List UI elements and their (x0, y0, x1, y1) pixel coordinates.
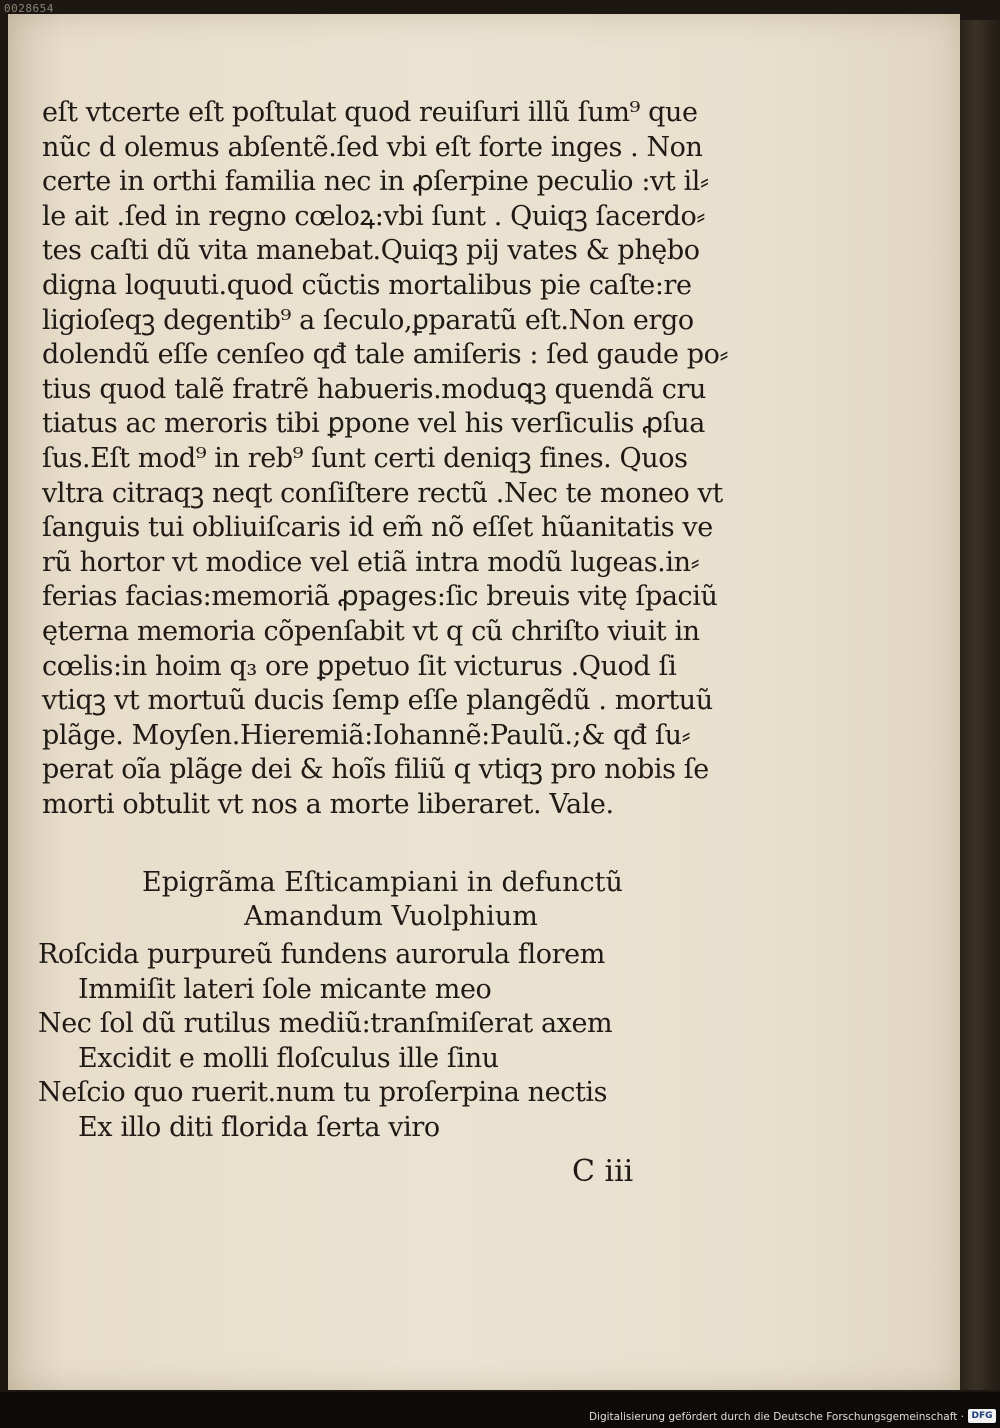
verse-line: Ex illo diti florida ſerta viro (78, 1111, 440, 1143)
text-line: dolendũ eſſe cenſeo qđ tale amiſeris : ſed gaude po⸗ (42, 339, 729, 371)
text-line: rũ hortor vt modice vel etiã intra modũ lugeas.in⸗ (42, 546, 700, 578)
text-line: ſanguis tui obliuiſcaris id em̃ nõ eſſet hũanitatis ve (42, 512, 713, 544)
verse-line: Roſcida purpureũ fundens aurorula florem (38, 939, 605, 970)
epigram-verses (38, 938, 738, 1145)
epigram-title (42, 866, 732, 934)
text-line: tius quod talẽ fratrẽ habueris.moduꝗꝫ quendã cru (42, 373, 706, 405)
text-line: tes caſti dũ vita manebat.Quiqꝫ pij vates & phębo (42, 235, 700, 267)
text-line: ęterna memoria cõpenſabit vt q cũ chriſto viuit in (42, 615, 700, 647)
letter-text-block (42, 96, 732, 822)
text-line: plãge. Moyſen.Hieremiã:Iohannẽ:Paulũ.;& qđ ſu⸗ (42, 719, 691, 751)
text-line: ſus.Eſt mod⁹ in reb⁹ ſunt certi deniqꝫ fines. Quos (42, 442, 688, 474)
text-line: eſt vtcerte eſt poſtulat quod reuiſuri illũ ſum⁹ que (42, 97, 698, 128)
text-line: vtiqꝫ vt mortuũ ducis ſemp eſſe plangẽdũ . mortuũ (42, 685, 713, 717)
text-line: cœlis:in hoim q₃ ore ꝑpetuo ſit victurus .Quod ſi (42, 650, 677, 682)
text-line: le ait .ſed in regno cœloꝝ:vbi ſunt . Quiqꝫ ſacerdo⸗ (42, 200, 705, 232)
text-line: ligioſeqꝫ degentib⁹ a ſeculo,ꝑparatũ eſt.Non ergo (42, 304, 694, 336)
text-line: nũc d olemus abſentẽ.ſed vbi eſt forte inges . Non (42, 131, 703, 163)
text-line: morti obtulit vt nos a morte liberaret. Vale. (42, 788, 614, 820)
footer-credit: Digitalisierung gefördert durch die Deutsche Forschungsgemeinschaft · (588, 1411, 964, 1423)
text-line: tiatus ac meroris tibi ꝑpone vel his verſiculis ꝓſua (42, 408, 705, 440)
text-line: ferias facias:memoriã ꝓpages:ſic breuis vitę ſpaciũ (42, 581, 718, 613)
text-line: perat oĩa plãge dei & hoĩs filiũ q vtiqꝫ pro nobis ſe (42, 754, 709, 786)
signature-mark: C iii (572, 1154, 634, 1189)
dfg-logo: DFG (968, 1409, 996, 1423)
book-page-edge (960, 20, 1000, 1390)
verse-line: Nec ſol dũ rutilus mediũ:tranſmiſerat axem (38, 1008, 613, 1039)
epigram-title-line: Amandum Vuolphium (244, 901, 538, 932)
epigram-title-line: Epigrãma Eſticampiani in defunctũ (142, 867, 623, 898)
verse-line: Excidit e molli floſculus ille ſinu (78, 1042, 499, 1074)
verse-line: Neſcio quo ruerit.num tu proſerpina nectis (38, 1077, 608, 1108)
scan-id-label: 0028654 (4, 2, 54, 15)
verse-line: Immiſit lateri ſole micante meo (78, 973, 492, 1005)
text-line: digna loquuti.quod cũctis mortalibus pie caſte:re (42, 269, 692, 301)
text-line: vltra citraqꝫ neqt conſiſtere rectũ .Nec te moneo vt (42, 477, 723, 509)
text-line: certe in orthi familia nec in ꝓſerpine peculio :vt il⸗ (42, 166, 709, 198)
